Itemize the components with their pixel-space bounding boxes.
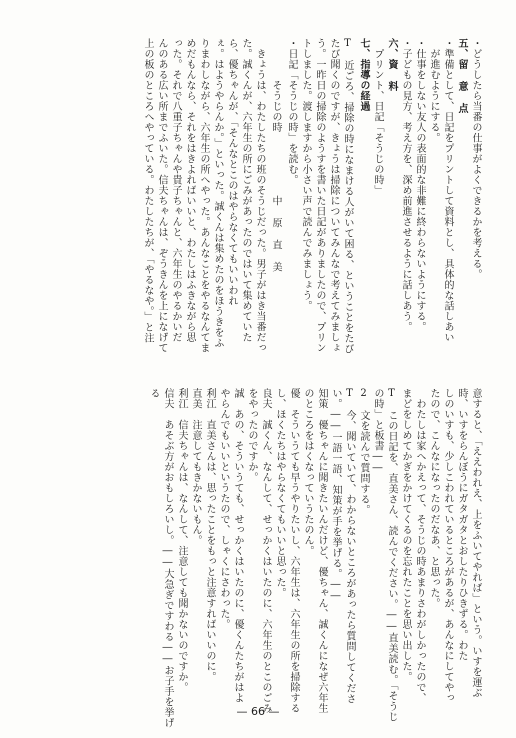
text-column: ・子どもの見方、考え方を、深め前進させるように話しあう。: [400, 38, 411, 332]
text-column: やらんでもいいというたので、しゃくにさわった。: [218, 388, 229, 630]
text-column: い。――一語一語、知策が手を挙げる。――: [330, 388, 341, 602]
text-column: 利江 信夫ちゃんは、なんして、注意しても聞かないのですか。: [176, 388, 187, 693]
text-column: ・仕事をしない友人の表面的な非難に終わらないようにする。: [414, 38, 425, 332]
section-heading: 五、留 意 点: [456, 38, 467, 114]
page-number: — 66 —: [236, 705, 280, 718]
text-column: し、ほくたちはやらなくてもいいと思った。: [274, 388, 285, 598]
text-column: たので、こんなになったのだなあ、と思った。: [428, 388, 439, 609]
text-column: 時、いすをらんぼうにガタガタとおしたりひきずる。わた: [456, 388, 467, 661]
diary-title: そうじの時 中 原 直 美: [270, 38, 281, 272]
text-column: る: [148, 388, 159, 399]
text-column: 優 そういうても早うやりたいし、六年生は、六年生の所を掃除する: [288, 388, 299, 714]
text-column: 直美 注意してもきかないもん。: [190, 388, 201, 546]
text-column: きょうは、わたしたちの班のそうじだった。男子がはき当番だっ: [254, 38, 265, 353]
text-column: ・準備として、日記をプリントして資料とし、具体的な話しあい: [442, 38, 453, 343]
text-column: プリント、日記「そうじの時」: [372, 38, 383, 196]
text-column: 2 文を読んで質問する。: [358, 388, 369, 515]
text-column: をやったのですか。: [246, 388, 257, 483]
text-column: りまわしながら、六年生の所へやった。あんなことをやるなんてま: [198, 38, 209, 353]
text-column: んのある広い所までふいた。信夫ちゃんは、ぞうきんを上になげて: [156, 38, 167, 353]
text-column: しのいすも、少しこわれているところがあるが、あんなにしてやっ: [442, 388, 453, 703]
text-column: T この日記を、直美さん、読んでください。――直美読む。「そうじ: [386, 388, 397, 722]
text-column: 信夫 あそぶ方がおもしろいし。――大急ぎですわる――お子手を挙げ: [162, 388, 173, 728]
section-heading: 七、指導の経過: [358, 38, 369, 112]
text-column: ・日記「そうじの時」を読む。: [286, 38, 297, 185]
text-column: が進むようにする。: [428, 38, 439, 143]
text-column: めだもんなら、それをはきよればいいと、わたしはふきながら思: [184, 38, 195, 343]
text-column: 利江 直美さんは、思ったことをもっと注意すればいいのに。: [204, 388, 215, 682]
text-column: う。一昨日の掃除のようすを書いた日記がありましたので、プリン: [314, 38, 325, 353]
text-column: T 近ごろ、掃除の時になまける人がいて困る、ということをたび: [342, 38, 353, 354]
text-column: たび聞くのですが、きょうは掃除についてみんなで考えてみましょ: [328, 38, 339, 353]
text-column: ・どうしたら当番の仕事がよくできるかを考える。: [470, 38, 481, 280]
text-column: 上の板のところへやっている。わたしたちが、「やるなや。」と注: [142, 38, 153, 343]
text-column: 誠 あの、そういうても、せっかくはいたのに、優くんたちがはよ: [232, 388, 243, 703]
text-column: まどをしめてかぎをかけてくるのを忘れたことを思い出した。: [400, 388, 411, 682]
text-column: 知策 優ちゃんに聞きたいんだけど、優ちゃん、誠くんになぜ六年生: [316, 388, 327, 714]
text-column: ら、優ちゃんが、「そんなとこのはやらなくてもいいわれ: [226, 38, 237, 306]
text-column: トしました。渡しますから小さい声で読んでみましょう。: [300, 38, 311, 311]
text-column: 意すると、「ええわれえ、上をふいてやれば」という。いすを運ぶ: [470, 388, 481, 698]
text-column: のところをはくなっていうたのん。: [302, 388, 313, 556]
text-column: った。それで八重子ちゃんや貴子ちゃんと、六年生のやるかいだ: [170, 38, 181, 343]
text-column: ぇ。はようやらんか。」といった。誠くんは集めたのをほうきをふ: [212, 38, 223, 348]
text-column: た。誠くんが、六年生の所にごみがあったのではいて集めていた: [240, 38, 251, 343]
text-column: わたしは家へかえって、そうじの時あまりさわがしかったので、: [414, 388, 425, 703]
section-heading: 六、資 料: [386, 38, 397, 92]
text-column: T 今、聞いていて、わからないところがあったら質問してくださ: [344, 388, 355, 704]
text-column: 良夫 誠くん、なんして、せっかくはいたのに、六年生のとこのごみ: [260, 388, 271, 714]
text-column: の時」と板書――: [372, 388, 383, 474]
